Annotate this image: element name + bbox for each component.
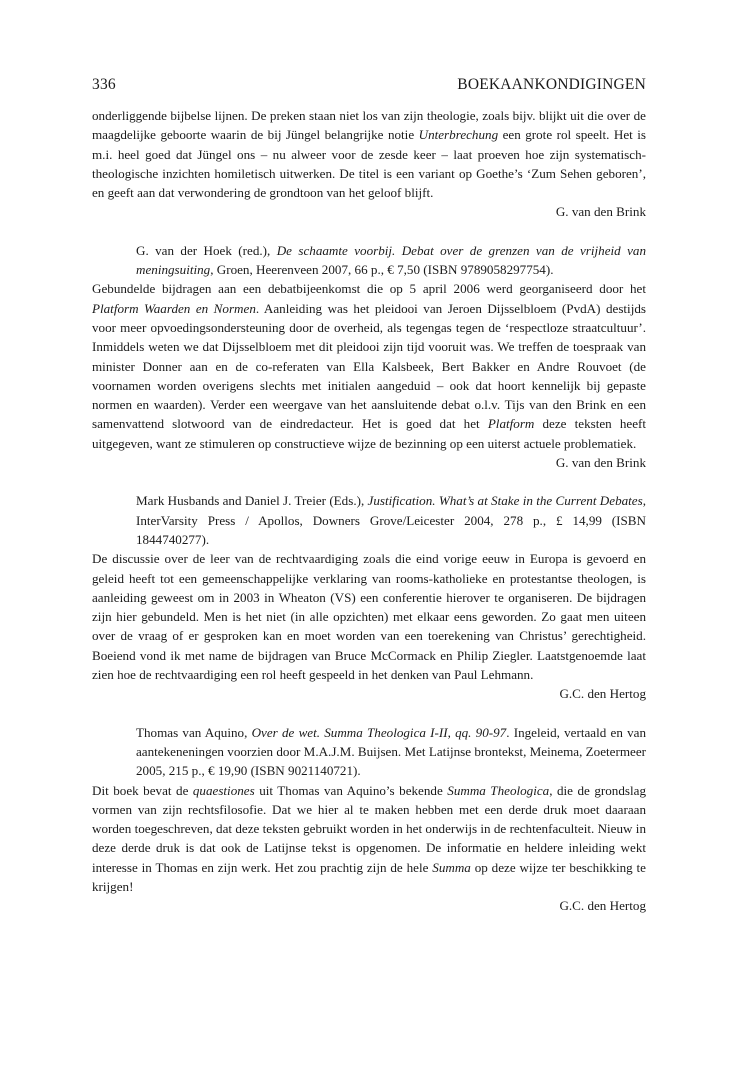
reviewer-signature: G. van den Brink bbox=[555, 204, 646, 220]
body-text-segment: . Aanleiding was het pleidooi van Jeroen Dijsselbloem (PvdA) destijds voor meer opvoedingsondersteuning door de overheid, als tegengas tegen de ‘respectloze straatcultuur’. Inmiddels weten we dat Dijsselbloem met dit pleidooi zijn tijd vooruit was. We treffen de toespraak van minister Donner aan en de co-referaten van Ella Kalsbeek, Bert Bakker en Andre Rouvoet (de voornamen worden overigens slechts met initialen aangeduid – ook dat hoort kennelijk bij gepaste normen en waarden). Verder een weergave van het aansluitende debat o.l.v. Tijs van den Brink en een samenvattend slotwoord van de eindredacteur. Het is goed dat het bbox=[92, 300, 646, 432]
italic-term: Summa bbox=[432, 859, 471, 875]
body-text-segment: , die de grondslag vormen van zijn rechtsfilosofie. Dat we hier al te maken hebben met een derde druk moet daaraan worden toegeschreven, dat deze teksten gebruikt worden in het onderwijs in de rechtenfaculteit. Nieuw in deze derde druk is dat ook de Latijnse tekst is opgenomen. De informatie en heldere inleiding wekt interesse in Thomas en zijn werk. Het zou prachtig zijn de hele bbox=[92, 782, 646, 875]
italic-term: Platform bbox=[487, 416, 535, 432]
citation-author: Thomas van Aquino, bbox=[136, 724, 252, 740]
body-text-segment: deze teksten heeft uitgegeven, want ze stimuleren op constructieve wijze de bezinning op een uiterst actuele problematiek. bbox=[92, 416, 647, 451]
citation-author: G. van der Hoek (red.), bbox=[136, 242, 277, 258]
body-text-segment: een grote rol speelt. Het is m.i. heel goed dat Jüngel ons – nu alweer voor de zesde keer – laat proeven hoe zijn systematisch-theologische inzichten homiletisch uitwerken. De titel is een variant op Goethe’s ‘Zum Sehen geboren’, en geeft aan dat verwondering de grondtoon van het geloof blijft. bbox=[92, 127, 646, 201]
citation-title: Over de wet. Summa Theologica I-II, qq. 90-97 bbox=[251, 724, 507, 740]
reviewer-signature: G. van den Brink bbox=[555, 455, 646, 471]
running-title: BOEKAANKONDIGINGEN bbox=[457, 76, 646, 93]
italic-term: quaestiones bbox=[192, 782, 255, 798]
body-text-segment: onderliggende bijbelse lijnen. De preken staan niet los van zijn theologie, zoals bijv. blijkt uit die over de maagdelijke geboorte waarin de bij Jüngel belangrijke notie bbox=[92, 108, 646, 143]
book-citation bbox=[92, 491, 646, 549]
italic-term: Summa Theologica bbox=[447, 782, 550, 798]
citation-details: , InterVarsity Press / Apollos, Downers Grove/Leicester 2004, 278 p., £ 14,99 (ISBN 1844740277). bbox=[136, 493, 646, 547]
page-content bbox=[92, 76, 646, 916]
book-citation bbox=[92, 241, 646, 280]
body-text-segment: Gebundelde bijdragen aan een debatbijeenkomst die op 5 april 2006 werd georganiseerd door het bbox=[92, 281, 646, 297]
italic-term: Unterbrechung bbox=[418, 127, 499, 143]
review-body bbox=[92, 781, 646, 897]
citation-title: De schaamte voorbij. Debat over de grenzen van de vrijheid van meningsuiting bbox=[136, 242, 646, 278]
running-header bbox=[92, 76, 646, 94]
body-text-segment: op deze wijze ter beschikking te krijgen! bbox=[92, 859, 646, 894]
citation-title: Justification. What’s at Stake in the Current Debates bbox=[367, 493, 643, 509]
review-body: De discussie over de leer van de rechtvaardiging zoals die eind vorige eeuw in Europa is gevoerd en geleid heeft tot een gemeenschappelijke verklaring van rooms-katholieke en protestantse theologen, is aanleiding geweest om in 2003 in Wheaton (VS) een conferentie hierover te organiseren. De bijdragen zijn hier gebundeld. Men is het niet (in alle opzichten) met elkaar eens geworden. Zo gaat men uiteen over de vraag of er gesproken kan en moet worden van een toerekening van Christus’ gerechtigheid. Boeiend vond ik met name de bijdragen van Bruce McCormack en Philip Ziegler. Laatstgenoemde laat zien hoe de rechtvaardiging een rol heeft gespeeld in het denken van Paul Lehmann. bbox=[92, 551, 646, 683]
citation-author: Mark Husbands and Daniel J. Treier (Eds.), bbox=[136, 493, 368, 509]
reviewer-signature: G.C. den Hertog bbox=[559, 686, 646, 702]
citation-details: . Ingeleid, vertaald en van aantekeneningen voorzien door M.A.J.M. Buijsen. Met Latijnse brontekst, Meinema, Zoetermeer 2005, 215 p., € 19,90 (ISBN 9021140721). bbox=[136, 724, 646, 779]
italic-term: Platform Waarden en Normen bbox=[92, 300, 256, 316]
reviewer-signature: G.C. den Hertog bbox=[559, 898, 646, 914]
page-number: 336 bbox=[92, 76, 116, 93]
body-text-segment: Dit boek bevat de bbox=[92, 782, 193, 798]
review-body bbox=[92, 106, 646, 202]
review-body bbox=[92, 279, 646, 453]
book-citation bbox=[92, 723, 646, 781]
citation-details: , Groen, Heerenveen 2007, 66 p., € 7,50 (ISBN 9789058297754). bbox=[210, 262, 554, 278]
body-text-segment: uit Thomas van Aquino’s bekende bbox=[254, 782, 448, 798]
